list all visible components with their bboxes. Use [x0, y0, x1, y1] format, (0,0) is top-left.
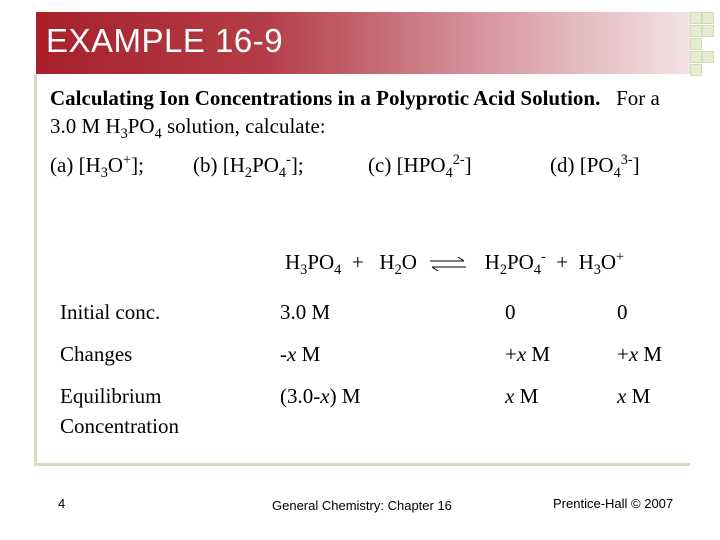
- footer-copyright: Prentice-Hall © 2007: [553, 496, 674, 511]
- footer-chapter: General Chemistry: Chapter 16: [272, 498, 452, 513]
- variable-x: x: [617, 384, 627, 408]
- variable-x: x: [516, 342, 527, 366]
- superscript: -: [286, 152, 291, 168]
- formula-text: O: [107, 153, 124, 177]
- formula-text: O: [401, 250, 417, 274]
- deco-square: [690, 12, 702, 24]
- part-label: (a): [50, 153, 74, 177]
- cell-equilibrium-hydronium: [617, 381, 650, 411]
- formula-text: ]: [632, 153, 640, 177]
- cell-change-acid: [280, 339, 320, 369]
- subscript: 4: [278, 165, 287, 182]
- superscript: -: [540, 249, 546, 265]
- superscript: +: [123, 152, 132, 168]
- subscript: 3: [593, 262, 601, 279]
- subscript: 2: [499, 262, 507, 279]
- cell-text: M: [626, 384, 651, 408]
- formula-text: [H: [222, 153, 245, 177]
- cell-text: M: [526, 342, 551, 366]
- formula-text: H: [578, 250, 594, 274]
- deco-square: [690, 64, 702, 76]
- cell-change-hydronium: [617, 339, 662, 369]
- part-a: [50, 152, 144, 182]
- formula-text: O: [600, 250, 617, 274]
- subscript: 2: [394, 262, 402, 279]
- slide-title: EXAMPLE 16-9: [46, 22, 284, 59]
- subscript: 3: [120, 126, 128, 143]
- part-label: (c): [368, 153, 392, 177]
- cell-text: +: [617, 342, 629, 366]
- deco-square: [690, 51, 702, 63]
- variable-x: x: [505, 384, 515, 408]
- subscript: 3: [100, 165, 108, 182]
- bottom-border-rule: [34, 463, 690, 466]
- row-label-initial: Initial conc.: [60, 300, 161, 324]
- formula-text: ];: [290, 153, 304, 177]
- subscript: 3: [300, 262, 308, 279]
- deco-square: [690, 25, 702, 37]
- subscript: 4: [154, 126, 162, 143]
- cell-text: -: [280, 342, 287, 366]
- part-c: [368, 152, 472, 182]
- superscript: 3-: [620, 152, 633, 168]
- cell-text: M: [514, 384, 539, 408]
- deco-square: [690, 38, 702, 50]
- formula-text: ];: [131, 153, 144, 177]
- formula-text: H: [484, 250, 500, 274]
- cell-text: M: [638, 342, 663, 366]
- cell-text: (3.0-: [280, 384, 321, 408]
- formula-text: [PO: [579, 153, 614, 177]
- superscript: 2-: [452, 152, 465, 168]
- problem-statement: [50, 84, 690, 143]
- left-border-rule: [34, 74, 37, 466]
- cell-text: +: [505, 342, 517, 366]
- subscript: 4: [445, 165, 453, 182]
- subscript: 4: [334, 262, 342, 279]
- cell-text: M: [296, 342, 321, 366]
- variable-x: x: [628, 342, 639, 366]
- problem-heading: Calculating Ion Concentrations in a Polyprotic Acid Solution.: [50, 86, 601, 110]
- subscript: 4: [613, 165, 621, 182]
- subscript: 4: [533, 262, 541, 279]
- deco-square: [702, 51, 714, 63]
- cell-equilibrium-base: [505, 381, 538, 411]
- cell-initial-base: 0: [505, 300, 516, 324]
- superscript: +: [616, 249, 625, 265]
- cell-equilibrium-acid: [280, 381, 361, 411]
- part-label: (b): [193, 153, 218, 177]
- formula-text: [HPO: [396, 153, 446, 177]
- page-number: 4: [58, 496, 66, 511]
- formula-text: ]: [464, 153, 472, 177]
- formula-text: [H: [78, 153, 101, 177]
- part-label: (d): [550, 153, 575, 177]
- row-label-line: Concentration: [60, 414, 179, 438]
- variable-x: x: [287, 342, 297, 366]
- part-d: [550, 152, 640, 182]
- intro-end: solution, calculate:: [161, 114, 326, 138]
- plus-sign: +: [556, 250, 569, 274]
- deco-square: [702, 25, 714, 37]
- cell-text: ) M: [329, 384, 361, 408]
- formula-text: PO: [307, 250, 335, 274]
- formula-text: H: [285, 250, 301, 274]
- formula-text: H: [379, 250, 395, 274]
- intro-formula: PO: [127, 114, 155, 138]
- intro-text: For a 3.0 M H: [50, 86, 660, 138]
- plus-sign: +: [351, 250, 364, 274]
- deco-square: [702, 12, 714, 24]
- subscript: 2: [244, 165, 253, 182]
- cell-initial-hydronium: 0: [617, 300, 628, 324]
- equilibrium-equation: [285, 249, 625, 279]
- formula-text: PO: [252, 153, 279, 177]
- equilibrium-arrows-icon: [428, 257, 468, 271]
- formula-text: PO: [506, 250, 534, 274]
- row-label-changes: Changes: [60, 342, 133, 366]
- variable-x: x: [320, 384, 330, 408]
- row-label-line: Equilibrium: [60, 384, 162, 408]
- cell-initial-acid: 3.0 M: [280, 300, 331, 324]
- cell-change-base: [505, 339, 550, 369]
- part-b: [193, 152, 304, 182]
- row-label-equilibrium: [60, 381, 179, 441]
